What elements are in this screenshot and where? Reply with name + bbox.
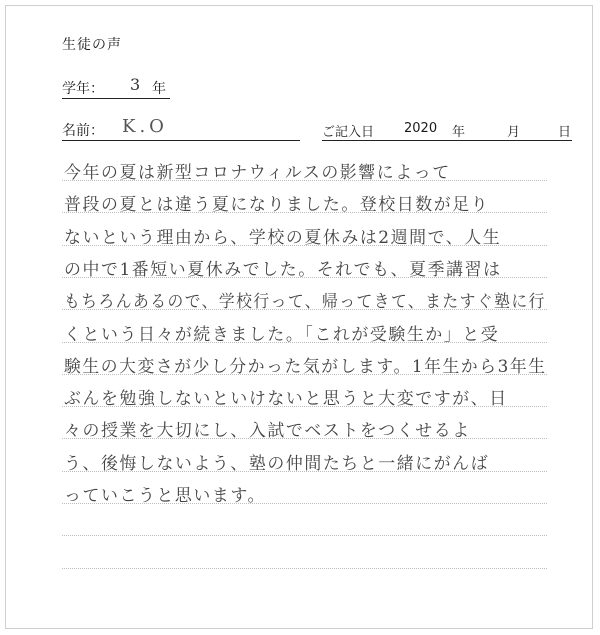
handwritten-line: っていこうと思います。 — [64, 486, 267, 506]
grade-unit: 年 — [152, 81, 166, 97]
handwritten-line: 今年の夏は新型コロナウィルスの影響によって — [64, 163, 451, 183]
grade-label: 学年： — [62, 81, 104, 97]
handwritten-line: もちろんあるので、学校行って、帰ってきて、またすぐ塾に行 — [64, 292, 546, 313]
handwritten-line: ないという理由から、学校の夏休みは2週間で、人生 — [64, 227, 502, 248]
ruled-line — [62, 535, 547, 536]
form-title: 生徒の声 — [62, 37, 122, 53]
date-field — [322, 120, 572, 141]
handwritten-line: くという日々が続きました。「これが受験生か」と受 — [64, 324, 500, 345]
day-unit: 日 — [558, 125, 572, 140]
handwritten-line: ぶんを勉強しないといけないと思うと大変ですが、日 — [64, 389, 508, 410]
date-label: ご記入日 — [322, 125, 375, 140]
name-value: K.O — [122, 116, 168, 137]
month-unit: 月 — [507, 125, 521, 140]
year-unit: 年 — [452, 125, 466, 140]
handwritten-line: う、後悔しないよう、塾の仲間たちと一緒にがんば — [64, 453, 490, 474]
ruled-line — [62, 568, 547, 569]
name-label: 名前： — [62, 123, 104, 139]
grade-field — [62, 75, 170, 99]
date-year: 2020 — [404, 121, 438, 136]
handwritten-line: の中で1番短い夏休みでした。それでも、夏季講習は — [64, 259, 502, 280]
name-field — [62, 116, 300, 141]
handwritten-line: 験生の大変さが少し分かった気がします。1年生から3年生 — [64, 356, 547, 377]
handwritten-line: 々の授業を大切にし、入試でベストをつくせるよ — [64, 421, 471, 442]
grade-value: 3 — [130, 75, 141, 94]
handwritten-line: 普段の夏とは違う夏になりました。登校日数が足り — [64, 195, 490, 216]
